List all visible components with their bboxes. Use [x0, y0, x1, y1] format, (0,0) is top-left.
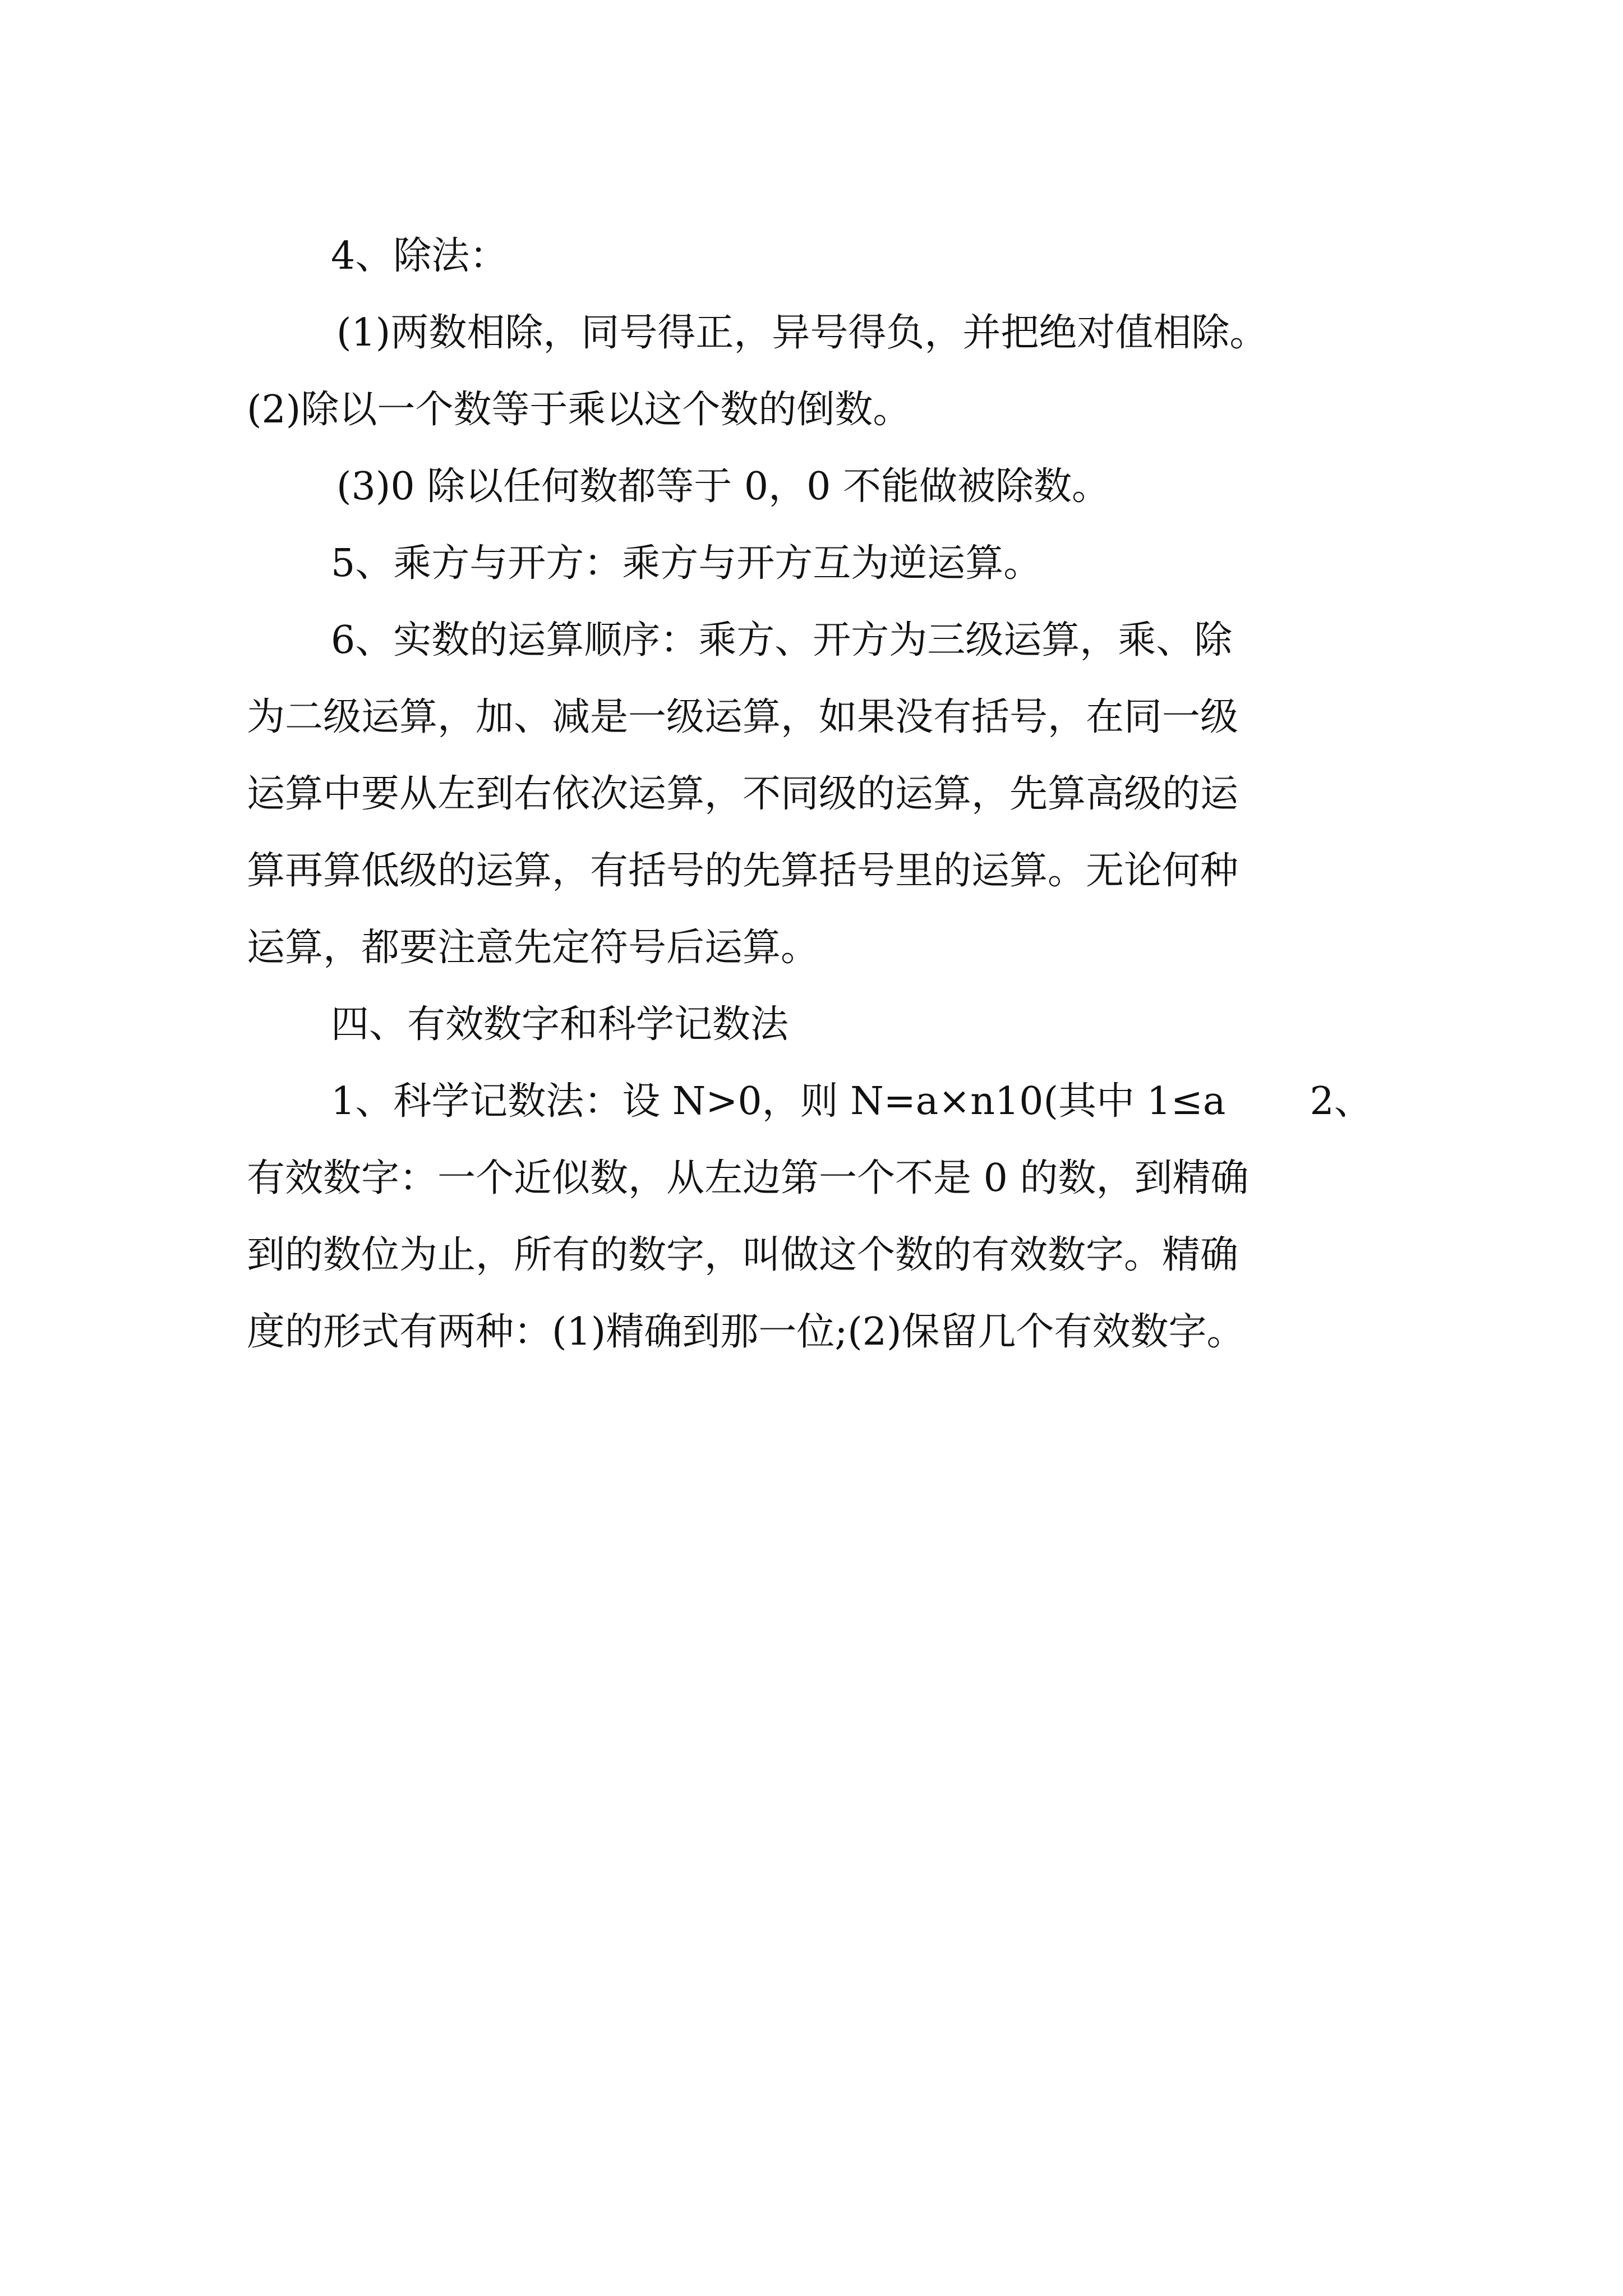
section-heading-significant-figures: 四、有效数字和科学记数法 [331, 1002, 789, 1047]
document-body [247, 218, 1413, 1370]
order-of-operations-line-5: 运算，都要注意先定符号后运算。 [247, 926, 819, 970]
scientific-notation-text: 1、科学记数法：设 N>0，则 N=a×n10(其中 1≤a [331, 1079, 1226, 1124]
order-of-operations-line-2: 为二级运算，加、减是一级运算，如果没有括号，在同一级 [247, 695, 1239, 739]
powers-and-roots: 5、乘方与开方：乘方与开方互为逆运算。 [331, 541, 1042, 586]
significant-figures-line-2: 到的数位为止，所有的数字，叫做这个数的有效数字。精确 [247, 1233, 1239, 1277]
scientific-notation-line [247, 1063, 1413, 1140]
order-of-operations-line-3: 运算中要从左到右依次运算，不同级的运算，先算高级的运 [247, 772, 1239, 816]
order-of-operations-line-1: 6、实数的运算顺序：乘方、开方为三级运算，乘、除 [331, 618, 1233, 662]
order-of-operations-line-4: 算再算低级的运算，有括号的先算括号里的运算。无论何种 [247, 849, 1239, 893]
significant-figures-line-1: 有效数字：一个近似数，从左边第一个不是 0 的数，到精确 [247, 1156, 1249, 1200]
heading-division: 4、除法： [331, 234, 508, 278]
division-rule-2: (2)除以一个数等于乘以这个数的倒数。 [247, 388, 911, 432]
division-rule-1: (1)两数相除，同号得正，异号得负，并把绝对值相除。 [336, 311, 1268, 355]
significant-figures-number: 2、 [1310, 1079, 1372, 1124]
significant-figures-line-3: 度的形式有两种：(1)精确到那一位;(2)保留几个有效数字。 [247, 1310, 1245, 1354]
division-rule-3: (3)0 除以任何数都等于 0，0 不能做被除数。 [336, 464, 1110, 509]
